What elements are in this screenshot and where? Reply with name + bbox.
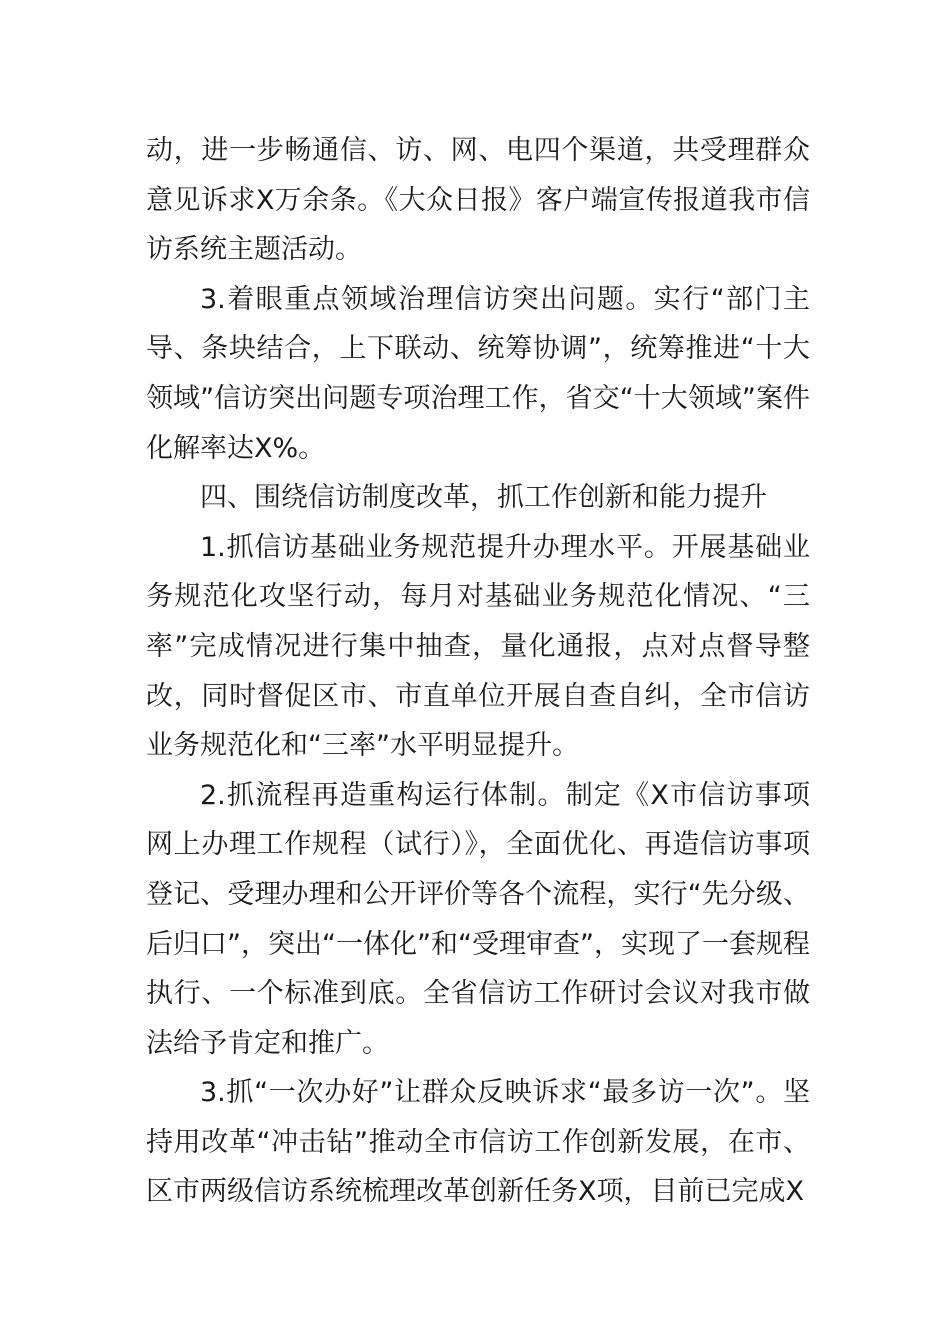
section-heading-four: 四、围绕信访制度改革，抓工作创新和能力提升 bbox=[200, 482, 767, 514]
paragraph-continuation: 动，进一步畅通信、访、网、电四个渠道，共受理群众意见诉求X万余条。《大众日报》客户端宣传报道我市信访系统主题活动。 bbox=[146, 135, 810, 266]
paragraph-item-3-key-areas: 3.着眼重点领域治理信访突出问题。实行“部门主导、条块结合，上下联动、统筹协调”，统筹推进“十大领域”信访突出问题专项治理工作，省交“十大领域”案件化解率达X%。 bbox=[146, 283, 810, 464]
document-body bbox=[146, 126, 810, 1217]
paragraph-item-1-standardization: 1.抓信访基础业务规范提升办理水平。开展基础业务规范化攻坚行动，每月对基础业务规范化情况、“三率”完成情况进行集中抽查，量化通报，点对点督导整改，同时督促区市、市直单位开展自查自纠，全市信访业务规范化和“三率”水平明显提升。 bbox=[146, 531, 810, 762]
paragraph-item-2-process-reengineering: 2.抓流程再造重构运行体制。制定《X市信访事项网上办理工作规程（试行）》，全面优化、再造信访事项登记、受理办理和公开评价等各个流程，实行“先分级、后归口”，突出“一体化”和“受理审查”，实现了一套规程执行、一个标准到底。全省信访工作研讨会议对我市做法给予肯定和推广。 bbox=[146, 779, 810, 1059]
paragraph-item-3-one-visit: 3.抓“一次办好”让群众反映诉求“最多访一次”。坚持用改革“冲击钻”推动全市信访工作创新发展，在市、区市两级信访系统梳理改革创新任务X项，目前已完成X bbox=[146, 1077, 810, 1208]
